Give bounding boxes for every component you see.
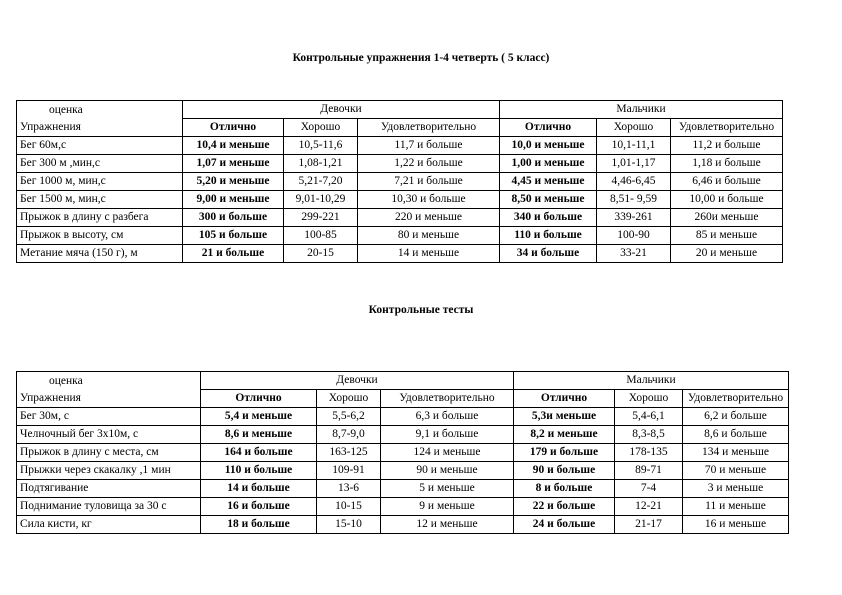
table1-title: Контрольные упражнения 1-4 четверть ( 5 класс)	[292, 52, 550, 64]
girls-excellent-cell: 300 и больше	[183, 209, 284, 227]
girls-satisfactory-cell: 12 и меньше	[381, 516, 514, 534]
exercise-name-cell: Бег 30м, с	[17, 408, 201, 426]
girls-excellent-cell: 18 и больше	[201, 516, 317, 534]
grade-header-label: оценка	[49, 374, 83, 387]
girls-satisfactory-cell: 124 и меньше	[381, 444, 514, 462]
table-row	[17, 245, 783, 263]
girls-excellent-cell: 164 и больше	[201, 444, 317, 462]
table-row	[17, 408, 789, 426]
boys-excellent-cell: 8,2 и меньше	[514, 426, 615, 444]
header-row-groups	[17, 101, 783, 119]
girls-grade-header: Хорошо	[284, 119, 358, 137]
girls-good-cell: 13-6	[317, 480, 381, 498]
boys-good-cell: 178-135	[615, 444, 683, 462]
exercise-name-cell: Прыжки через скакалку ,1 мин	[17, 462, 201, 480]
boys-satisfactory-cell: 6,46 и больше	[671, 173, 783, 191]
girls-grade-header: Удовлетворительно	[381, 390, 514, 408]
boys-excellent-cell: 24 и больше	[514, 516, 615, 534]
boys-excellent-cell: 8 и больше	[514, 480, 615, 498]
girls-grade-header: Хорошо	[317, 390, 381, 408]
table-row	[17, 137, 783, 155]
boys-good-cell: 10,1-11,1	[597, 137, 671, 155]
exercise-name-cell: Бег 1500 м, мин,с	[17, 191, 183, 209]
girls-excellent-cell: 8,6 и меньше	[201, 426, 317, 444]
boys-satisfactory-cell: 20 и меньше	[671, 245, 783, 263]
girls-good-cell: 8,7-9,0	[317, 426, 381, 444]
girls-good-cell: 299-221	[284, 209, 358, 227]
girls-excellent-cell: 5,4 и меньше	[201, 408, 317, 426]
boys-excellent-cell: 4,45 и меньше	[500, 173, 597, 191]
boys-good-cell: 89-71	[615, 462, 683, 480]
table-row	[17, 209, 783, 227]
exercise-name-cell: Сила кисти, кг	[17, 516, 201, 534]
header-corner-cell	[17, 101, 183, 137]
girls-good-cell: 1,08-1,21	[284, 155, 358, 173]
control-exercises-table	[16, 100, 783, 263]
girls-excellent-cell: 10,4 и меньше	[183, 137, 284, 155]
header-corner-cell	[17, 372, 201, 408]
girls-satisfactory-cell: 11,7 и больше	[358, 137, 500, 155]
exercise-name-cell: Прыжок в длину с разбега	[17, 209, 183, 227]
table-row	[17, 191, 783, 209]
exercise-name-cell: Прыжок в длину с места, см	[17, 444, 201, 462]
boys-satisfactory-cell: 260и меньше	[671, 209, 783, 227]
boys-satisfactory-cell: 11,2 и больше	[671, 137, 783, 155]
girls-satisfactory-cell: 6,3 и больше	[381, 408, 514, 426]
girls-excellent-cell: 9,00 и меньше	[183, 191, 284, 209]
exercise-header-label: Упражнения	[20, 120, 81, 133]
boys-grade-header: Удовлетворительно	[671, 119, 783, 137]
boys-good-cell: 21-17	[615, 516, 683, 534]
boys-good-cell: 7-4	[615, 480, 683, 498]
boys-group-header: Мальчики	[514, 372, 789, 390]
girls-satisfactory-cell: 1,22 и больше	[358, 155, 500, 173]
girls-good-cell: 5,21-7,20	[284, 173, 358, 191]
girls-group-header: Девочки	[201, 372, 514, 390]
girls-satisfactory-cell: 80 и меньше	[358, 227, 500, 245]
table-row	[17, 516, 789, 534]
exercise-name-cell: Челночный бег 3х10м, с	[17, 426, 201, 444]
table-row	[17, 498, 789, 516]
boys-satisfactory-cell: 16 и меньше	[683, 516, 789, 534]
girls-excellent-cell: 1,07 и меньше	[183, 155, 284, 173]
boys-excellent-cell: 22 и больше	[514, 498, 615, 516]
boys-excellent-cell: 110 и больше	[500, 227, 597, 245]
boys-grade-header: Отлично	[514, 390, 615, 408]
girls-excellent-cell: 5,20 и меньше	[183, 173, 284, 191]
girls-excellent-cell: 110 и больше	[201, 462, 317, 480]
boys-good-cell: 339-261	[597, 209, 671, 227]
boys-satisfactory-cell: 85 и меньше	[671, 227, 783, 245]
boys-group-header: Мальчики	[500, 101, 783, 119]
boys-satisfactory-cell: 1,18 и больше	[671, 155, 783, 173]
girls-good-cell: 9,01-10,29	[284, 191, 358, 209]
boys-excellent-cell: 8,50 и меньше	[500, 191, 597, 209]
boys-good-cell: 8,3-8,5	[615, 426, 683, 444]
exercise-name-cell: Метание мяча (150 г), м	[17, 245, 183, 263]
boys-grade-header: Хорошо	[615, 390, 683, 408]
exercise-name-cell: Поднимание туловища за 30 с	[17, 498, 201, 516]
boys-excellent-cell: 90 и больше	[514, 462, 615, 480]
girls-satisfactory-cell: 14 и меньше	[358, 245, 500, 263]
boys-excellent-cell: 340 и больше	[500, 209, 597, 227]
table-row	[17, 462, 789, 480]
table2-title: Контрольные тесты	[368, 304, 474, 316]
girls-good-cell: 163-125	[317, 444, 381, 462]
girls-satisfactory-cell: 9 и меньше	[381, 498, 514, 516]
girls-satisfactory-cell: 90 и меньше	[381, 462, 514, 480]
girls-good-cell: 10-15	[317, 498, 381, 516]
boys-satisfactory-cell: 11 и меньше	[683, 498, 789, 516]
boys-grade-header: Хорошо	[597, 119, 671, 137]
girls-satisfactory-cell: 5 и меньше	[381, 480, 514, 498]
boys-satisfactory-cell: 3 и меньше	[683, 480, 789, 498]
girls-grade-header: Отлично	[201, 390, 317, 408]
boys-good-cell: 4,46-6,45	[597, 173, 671, 191]
girls-excellent-cell: 16 и больше	[201, 498, 317, 516]
grade-header-label: оценка	[49, 103, 83, 116]
boys-excellent-cell: 1,00 и меньше	[500, 155, 597, 173]
exercise-name-cell: Прыжок в высоту, см	[17, 227, 183, 245]
boys-good-cell: 100-90	[597, 227, 671, 245]
boys-excellent-cell: 5,3и меньше	[514, 408, 615, 426]
exercise-header-label: Упражнения	[20, 391, 81, 404]
boys-satisfactory-cell: 8,6 и больше	[683, 426, 789, 444]
girls-satisfactory-cell: 10,30 и больше	[358, 191, 500, 209]
boys-excellent-cell: 10,0 и меньше	[500, 137, 597, 155]
exercise-name-cell: Бег 1000 м, мин,с	[17, 173, 183, 191]
table-row	[17, 173, 783, 191]
boys-grade-header: Отлично	[500, 119, 597, 137]
boys-good-cell: 12-21	[615, 498, 683, 516]
girls-satisfactory-cell: 7,21 и больше	[358, 173, 500, 191]
boys-good-cell: 33-21	[597, 245, 671, 263]
girls-good-cell: 5,5-6,2	[317, 408, 381, 426]
table-row	[17, 227, 783, 245]
boys-satisfactory-cell: 70 и меньше	[683, 462, 789, 480]
boys-satisfactory-cell: 134 и меньше	[683, 444, 789, 462]
girls-good-cell: 10,5-11,6	[284, 137, 358, 155]
exercise-name-cell: Бег 60м,с	[17, 137, 183, 155]
girls-excellent-cell: 14 и больше	[201, 480, 317, 498]
table-row	[17, 155, 783, 173]
boys-excellent-cell: 34 и больше	[500, 245, 597, 263]
table-row	[17, 426, 789, 444]
boys-good-cell: 1,01-1,17	[597, 155, 671, 173]
boys-excellent-cell: 179 и больше	[514, 444, 615, 462]
table-row	[17, 444, 789, 462]
girls-satisfactory-cell: 220 и меньше	[358, 209, 500, 227]
boys-good-cell: 5,4-6,1	[615, 408, 683, 426]
girls-good-cell: 109-91	[317, 462, 381, 480]
girls-satisfactory-cell: 9,1 и больше	[381, 426, 514, 444]
exercise-name-cell: Подтягивание	[17, 480, 201, 498]
exercise-name-cell: Бег 300 м ,мин,с	[17, 155, 183, 173]
control-tests-table	[16, 371, 789, 534]
girls-good-cell: 100-85	[284, 227, 358, 245]
girls-excellent-cell: 21 и больше	[183, 245, 284, 263]
girls-excellent-cell: 105 и больше	[183, 227, 284, 245]
girls-good-cell: 15-10	[317, 516, 381, 534]
boys-satisfactory-cell: 6,2 и больше	[683, 408, 789, 426]
boys-satisfactory-cell: 10,00 и больше	[671, 191, 783, 209]
boys-grade-header: Удовлетворительно	[683, 390, 789, 408]
girls-good-cell: 20-15	[284, 245, 358, 263]
girls-group-header: Девочки	[183, 101, 500, 119]
girls-grade-header: Удовлетворительно	[358, 119, 500, 137]
table-row	[17, 480, 789, 498]
header-row-groups	[17, 372, 789, 390]
boys-good-cell: 8,51- 9,59	[597, 191, 671, 209]
girls-grade-header: Отлично	[183, 119, 284, 137]
